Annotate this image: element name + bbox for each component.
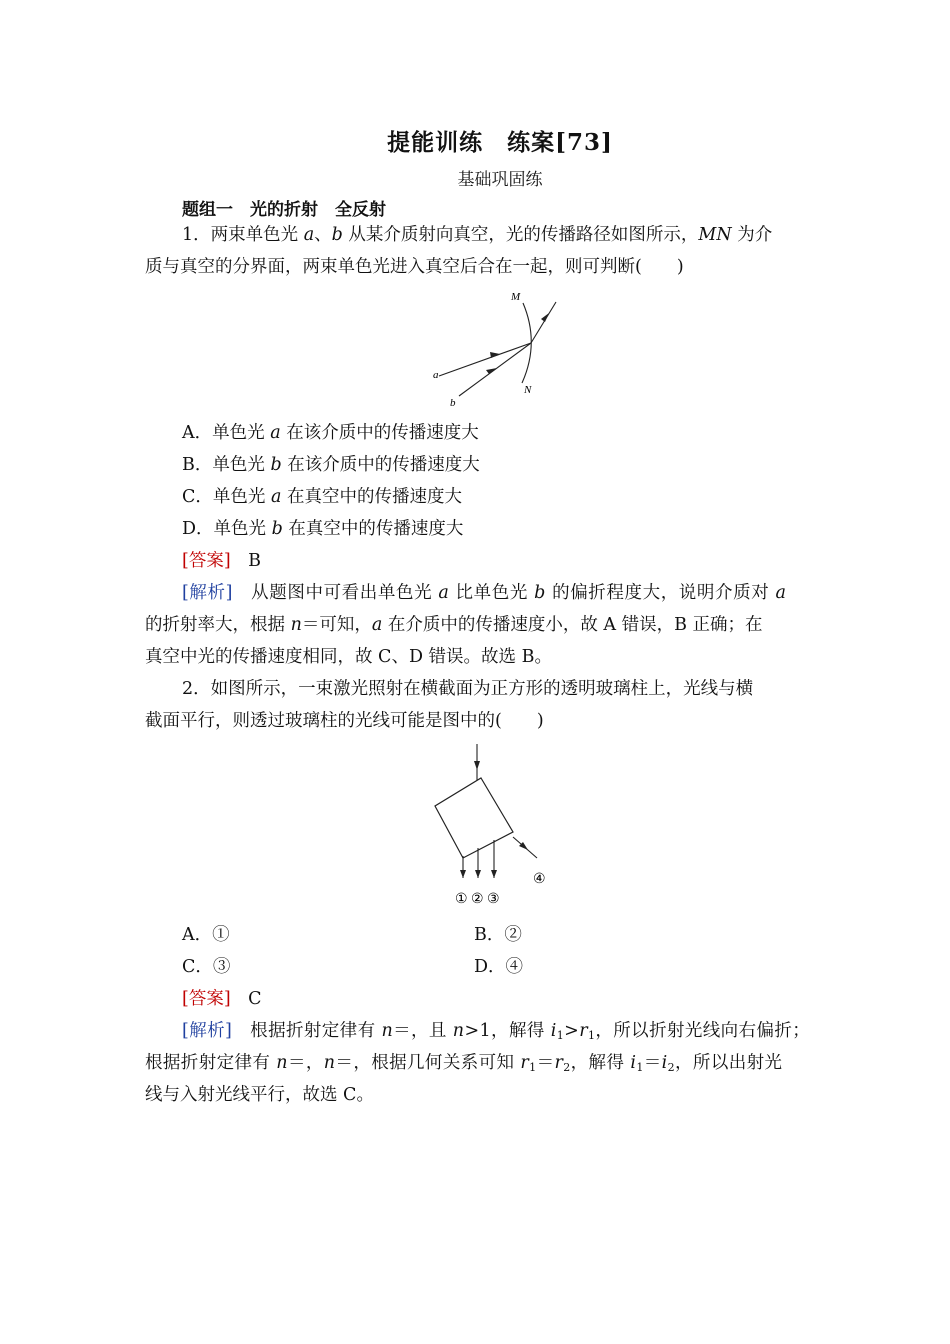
q2-option-c: C．③: [182, 957, 231, 977]
q1-option-b: B．单色光 b 在该介质中的传播速度大: [182, 455, 480, 475]
q1-refraction-figure: [420, 285, 570, 410]
answer-value: C: [248, 989, 262, 1009]
group-heading: 题组一 光的折射 全反射: [182, 200, 386, 220]
label-b: b: [450, 397, 456, 409]
q2-stem-line1: 2．如图所示，一束激光照射在横截面为正方形的透明玻璃柱上，光线与横: [182, 679, 754, 699]
label-4: ④: [533, 872, 546, 887]
q1-analysis-line3: 真空中光的传播速度相同，故 C、D 错误。故选 B。: [145, 647, 552, 667]
q1-analysis-line1: [解析] 从题图中可看出单色光 a 比单色光 b 的偏折程度大，说明介质对 a: [182, 583, 787, 603]
ray-out: [531, 302, 556, 343]
q1-option-d: D．单色光 b 在真空中的传播速度大: [182, 519, 464, 539]
answer-tag: [答案]: [182, 989, 231, 1009]
label-2: ②: [471, 892, 484, 907]
q2-stem-line2: 截面平行，则透过玻璃柱的光线可能是图中的( ): [145, 711, 544, 731]
q2-analysis-line3: 线与入射光线平行，故选 C。: [145, 1085, 374, 1105]
q2-answer: [182, 991, 262, 1009]
ray-b-arrow: [486, 368, 497, 374]
q1-stem-line1: 1．两束单色光 a、b 从某介质射向真空，光的传播路径如图所示，MN 为介: [182, 225, 773, 245]
q1-answer: [182, 553, 261, 571]
q1-option-a: A．单色光 a 在该介质中的传播速度大: [182, 423, 479, 443]
answer-tag: [答案]: [182, 551, 231, 571]
q2-option-d: D．④: [474, 957, 524, 977]
q2-glass-prism-figure: [425, 740, 560, 910]
square-prism: [435, 778, 513, 858]
ray-out-arrow: [541, 313, 549, 322]
page-title: 提能训练 练案[73]: [387, 129, 613, 156]
incident-arrow: [474, 761, 480, 770]
answer-value: B: [248, 551, 262, 571]
ray-3-arrow: [491, 870, 497, 878]
q1-stem-line2: 质与真空的分界面，两束单色光进入真空后合在一起，则可判断( ): [145, 257, 684, 277]
q2-analysis-line1: [解析] 根据折射定律有 n＝，且 n>1，解得 $i_1>r_1$，所以折射光线向右偏折；: [182, 1021, 811, 1042]
q1-option-c: C．单色光 a 在真空中的传播速度大: [182, 487, 462, 507]
q2-option-b: B．②: [474, 925, 522, 945]
label-N: N: [524, 384, 532, 396]
section-subtitle: 基础巩固练: [457, 170, 543, 190]
analysis-tag: [解析]: [182, 1021, 233, 1041]
ray-a: [439, 343, 531, 376]
q2-analysis-line2: 根据折射定律有 n＝，n＝，根据几何关系可知 $r_1=r_2$，解得 $i_1=i_2$，所以出射光: [145, 1053, 783, 1074]
ray-1-arrow: [460, 870, 466, 878]
analysis-tag: [解析]: [182, 583, 234, 603]
label-1: ①: [455, 892, 468, 907]
label-M: M: [511, 291, 521, 303]
label-3: ③: [487, 892, 500, 907]
label-a: a: [433, 369, 439, 381]
q2-option-a: A．①: [182, 925, 230, 945]
ray-2-arrow: [475, 870, 481, 878]
q1-analysis-line2: 的折射率大，根据 n＝可知，a 在介质中的传播速度小，故 A 错误，B 正确；在: [145, 615, 763, 635]
